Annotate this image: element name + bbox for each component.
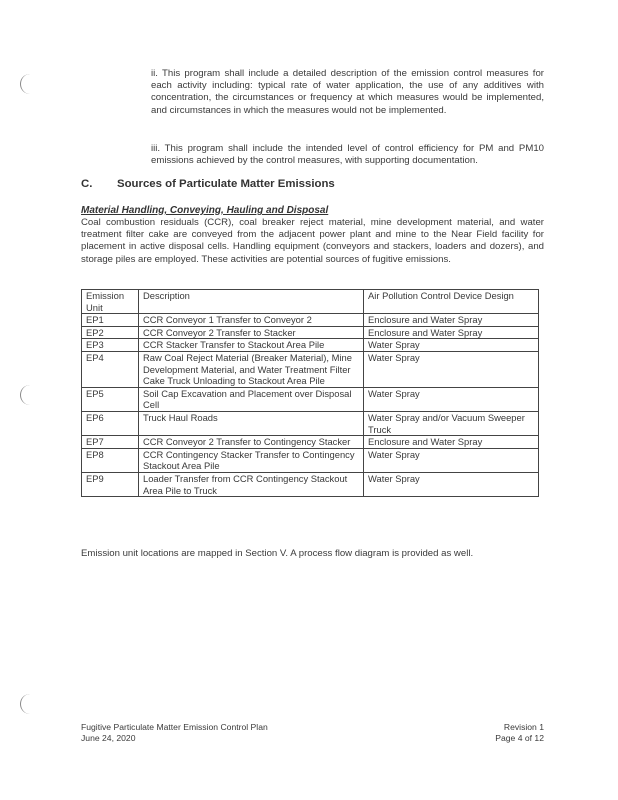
section-title: Sources of Particulate Matter Emissions	[117, 178, 335, 190]
unit-cell: EP3	[82, 339, 139, 352]
binder-hole-mark-top	[20, 74, 33, 94]
table-row	[82, 351, 539, 387]
footer-revision: Revision 1	[503, 722, 544, 732]
table-row	[82, 411, 539, 435]
unit-cell: EP9	[82, 472, 139, 496]
location-note: Emission unit locations are mapped in Section V. A process flow diagram is provided as well.	[81, 548, 474, 559]
description-cell: CCR Conveyor 2 Transfer to Contingency Stacker	[139, 436, 364, 449]
header-description: Description	[139, 290, 364, 314]
section-letter: C.	[81, 178, 93, 190]
table-row	[82, 326, 539, 339]
control-cell: Water Spray	[364, 448, 539, 472]
footer-page-number: Page 4 of 12	[495, 732, 544, 743]
footer-document-title: Fugitive Particulate Matter Emission Control Plan	[81, 722, 268, 732]
table-header-row	[82, 290, 539, 314]
table-row	[82, 314, 539, 327]
emission-units-table	[81, 289, 539, 497]
control-cell: Water Spray	[364, 472, 539, 496]
control-cell: Water Spray	[364, 351, 539, 387]
table-row	[82, 387, 539, 411]
subsection-intro: Coal combustion residuals (CCR), coal breaker reject material, mine development material, and water treatment filter cake are conveyed from the adjacent power plant and mine to the Near Field facility for placement in active disposal cells. Handling equipment (conveyors and stackers, loaders and dozers), and storage piles are employed. These activities are potential sources of fugitive emissions.	[81, 217, 544, 265]
header-control-device: Air Pollution Control Device Design	[364, 290, 539, 314]
subsection-heading: Material Handling, Conveying, Hauling and Disposal	[81, 205, 329, 216]
binder-hole-mark-middle	[20, 385, 33, 405]
control-cell: Water Spray and/or Vacuum Sweeper Truck	[364, 411, 539, 435]
unit-cell: EP2	[82, 326, 139, 339]
description-cell: Soil Cap Excavation and Placement over Disposal Cell	[139, 387, 364, 411]
table-row	[82, 339, 539, 352]
section-heading	[81, 178, 335, 190]
unit-cell: EP5	[82, 387, 139, 411]
unit-cell: EP4	[82, 351, 139, 387]
footer-right	[495, 722, 544, 743]
unit-cell: EP6	[82, 411, 139, 435]
description-cell: CCR Stacker Transfer to Stackout Area Pile	[139, 339, 364, 352]
description-cell: CCR Conveyor 1 Transfer to Conveyor 2	[139, 314, 364, 327]
footer-left	[81, 722, 268, 743]
control-cell: Water Spray	[364, 387, 539, 411]
table-row	[82, 472, 539, 496]
binder-hole-mark-bottom	[20, 694, 33, 714]
table-row	[82, 448, 539, 472]
unit-cell: EP1	[82, 314, 139, 327]
program-item-iii: iii. This program shall include the intended level of control efficiency for PM and PM10 emissions achieved by the control measures, with supporting documentation.	[151, 143, 544, 167]
table-row	[82, 436, 539, 449]
program-item-ii: ii. This program shall include a detailed description of the emission control measures for each activity including: typical rate of water application, the use of any additives with concentration, the circumstances or frequency at which measures would be implemented, and circumstances in which the measures would not be implemented.	[151, 68, 544, 116]
header-emission-unit: Emission Unit	[82, 290, 139, 314]
description-cell: Truck Haul Roads	[139, 411, 364, 435]
control-cell: Water Spray	[364, 339, 539, 352]
control-cell: Enclosure and Water Spray	[364, 436, 539, 449]
unit-cell: EP8	[82, 448, 139, 472]
description-cell: CCR Contingency Stacker Transfer to Contingency Stackout Area Pile	[139, 448, 364, 472]
footer-date: June 24, 2020	[81, 732, 136, 743]
description-cell: Raw Coal Reject Material (Breaker Material), Mine Development Material, and Water Treatment Filter Cake Truck Unloading to Stackout Area Pile	[139, 351, 364, 387]
description-cell: Loader Transfer from CCR Contingency Stackout Area Pile to Truck	[139, 472, 364, 496]
control-cell: Enclosure and Water Spray	[364, 314, 539, 327]
description-cell: CCR Conveyor 2 Transfer to Stacker	[139, 326, 364, 339]
unit-cell: EP7	[82, 436, 139, 449]
control-cell: Enclosure and Water Spray	[364, 326, 539, 339]
